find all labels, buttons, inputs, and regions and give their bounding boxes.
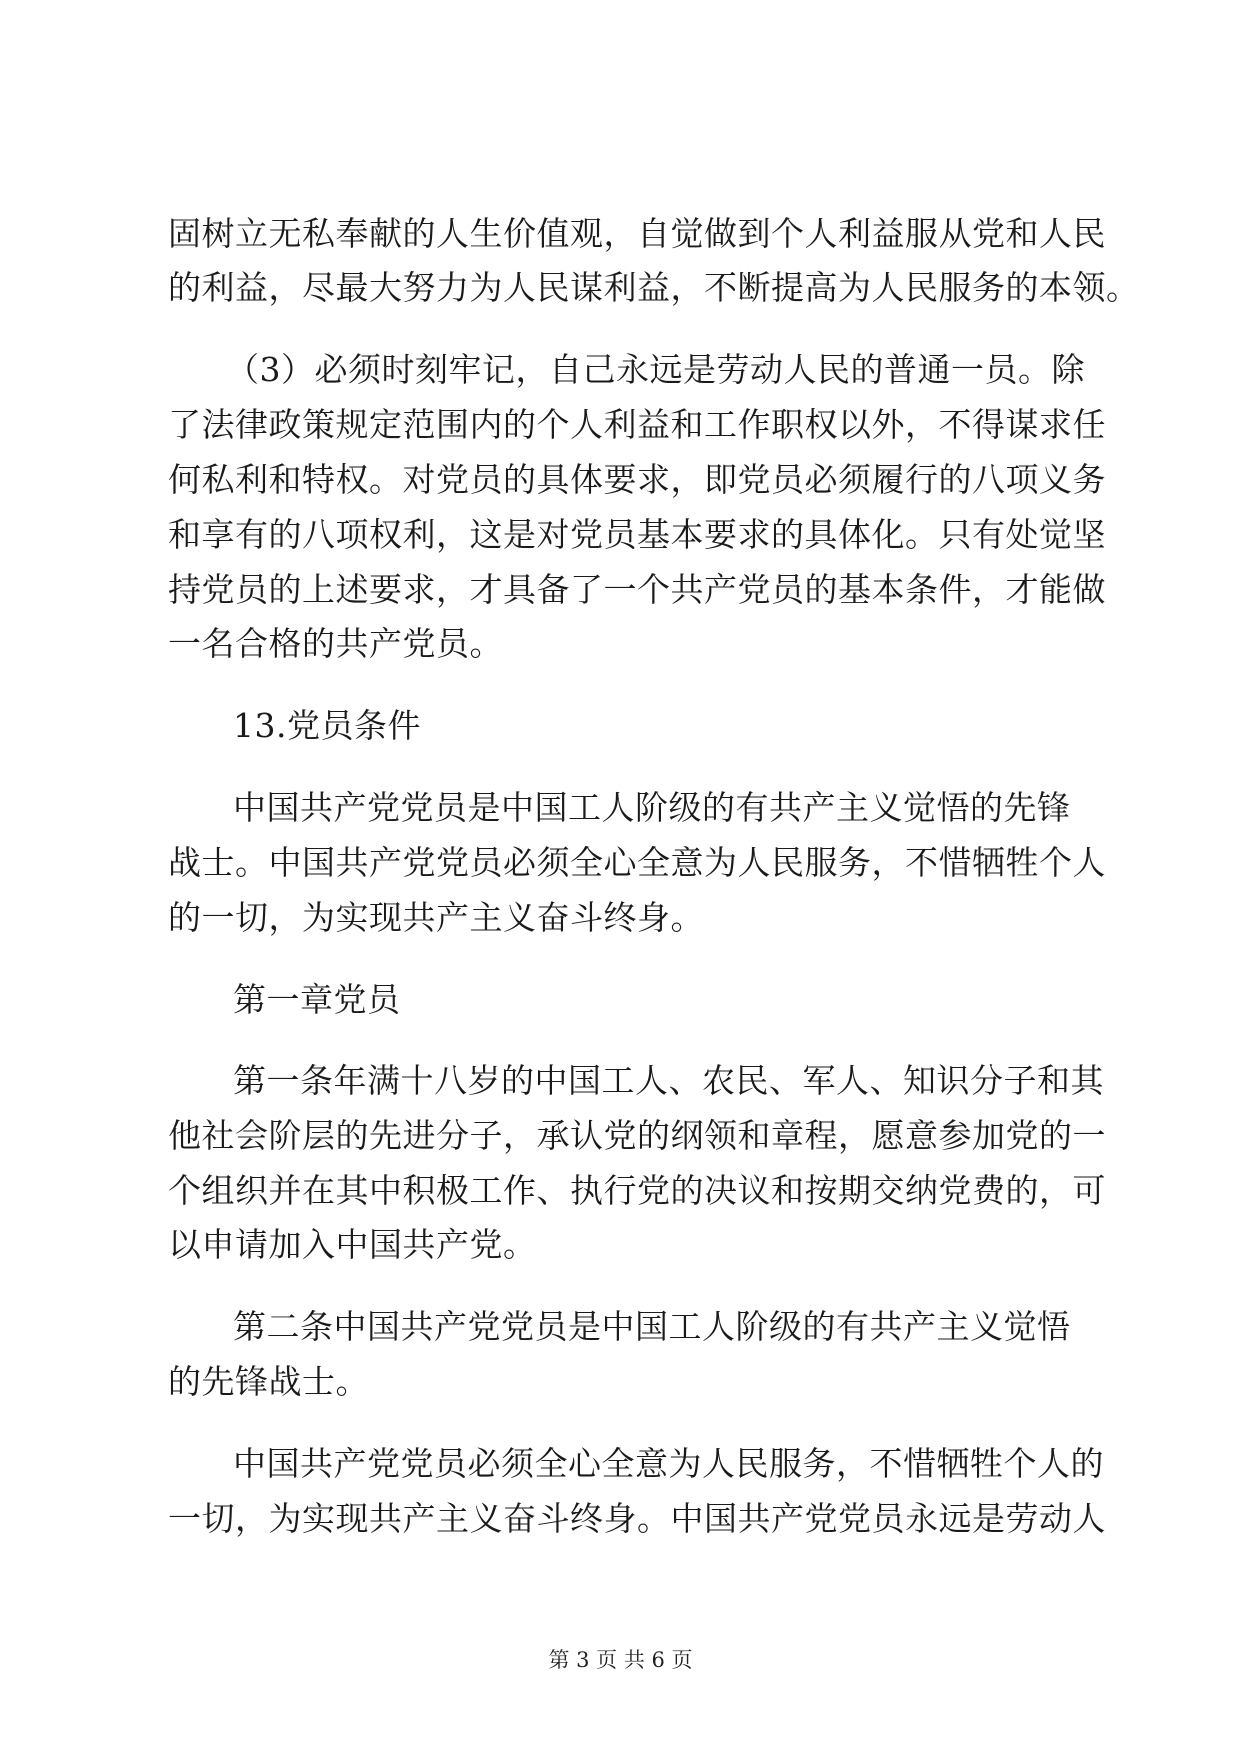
page-number-footer: 第 3 页 共 6 页: [548, 1648, 693, 1672]
chapter-heading: 第一章党员: [233, 980, 401, 1019]
body-text-line: （3）必须时刻牢记，自己永远是劳动人民的普通一员。除: [226, 350, 1085, 389]
body-text-line: 持党员的上述要求，才具备了一个共产党员的基本条件，才能做: [168, 570, 1106, 609]
body-text-line: 第一条年满十八岁的中国工人、农民、军人、知识分子和其: [233, 1061, 1104, 1100]
section-heading: 13.党员条件: [233, 706, 421, 745]
body-text-line: 固树立无私奉献的人生价值观，自觉做到个人利益服从党和人民: [168, 214, 1106, 253]
body-text-line: 他社会阶层的先进分子，承认党的纲领和章程，愿意参加党的一: [168, 1116, 1106, 1155]
body-text-line: 的一切，为实现共产主义奋斗终身。: [168, 898, 704, 937]
body-text-line: 以申请加入中国共产党。: [168, 1225, 537, 1264]
body-text-line: 了法律政策规定范围内的个人利益和工作职权以外，不得谋求任: [168, 405, 1106, 444]
body-text-line: 的先锋战士。: [168, 1362, 369, 1401]
body-text-line: 何私利和特权。对党员的具体要求，即党员必须履行的八项义务: [168, 460, 1106, 499]
body-text-line: 中国共产党党员是中国工人阶级的有共产主义觉悟的先锋: [233, 788, 1071, 827]
body-text-line: 的利益，尽最大努力为人民谋利益，不断提高为人民服务的本领。: [168, 268, 1140, 307]
body-text-line: 一名合格的共产党员。: [168, 624, 503, 663]
body-text-line: 战士。中国共产党党员必须全心全意为人民服务，不惜牺牲个人: [168, 843, 1106, 882]
body-text-line: 和享有的八项权利，这是对党员基本要求的具体化。只有处觉坚: [168, 515, 1106, 554]
body-text-line: 个组织并在其中积极工作、执行党的决议和按期交纳党费的，可: [168, 1171, 1106, 1210]
body-text-line: 一切，为实现共产主义奋斗终身。中国共产党党员永远是劳动人: [168, 1499, 1106, 1538]
body-text-line: 中国共产党党员必须全心全意为人民服务，不惜牺牲个人的: [233, 1444, 1104, 1483]
body-text-line: 第二条中国共产党党员是中国工人阶级的有共产主义觉悟: [233, 1307, 1071, 1346]
